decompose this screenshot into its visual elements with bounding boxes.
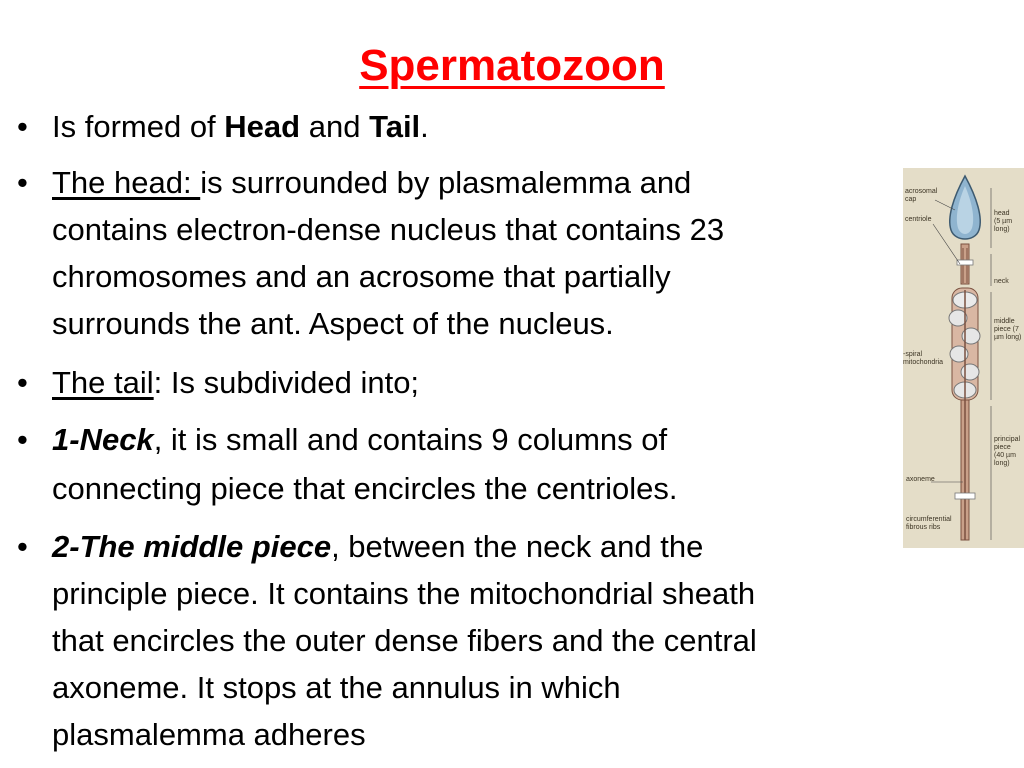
- label-axoneme: axoneme: [906, 476, 935, 483]
- bullet-dot: •: [17, 165, 28, 200]
- bullet-line: axoneme. It stops at the annulus in which: [52, 670, 621, 705]
- term-neck: 1-Neck: [52, 422, 154, 457]
- bullet-line: principle piece. It contains the mitochondrial sheath: [52, 576, 756, 611]
- label-circumferential-fibrous-ribs: circumferential fibrous ribs: [906, 516, 952, 531]
- bullet-line: contains electron-dense nucleus that contains 23: [52, 212, 725, 247]
- term-the-head: The head:: [52, 165, 201, 200]
- bullet-line: that encircles the outer dense fibers and the central: [52, 623, 757, 658]
- bullet-line: 1-Neck, it is small and contains 9 columns of: [52, 422, 668, 457]
- bullet-line: chromosomes and an acrosome that partially: [52, 259, 671, 294]
- bullet-line: 2-The middle piece, between the neck and the: [52, 529, 704, 564]
- label-principal-piece: principal piece (40 µm long): [994, 436, 1021, 467]
- term-the-tail: The tail: [52, 365, 154, 400]
- spermatozoon-diagram: [903, 168, 1024, 548]
- bullet-line: The head: is surrounded by plasmalemma and: [52, 165, 692, 200]
- term-head: Head: [224, 109, 301, 144]
- bullet-dot: •: [17, 529, 28, 564]
- label-middle-piece: middle piece (7 µm long): [994, 318, 1022, 341]
- label-centriole: centriole: [905, 216, 932, 223]
- bullet-line: connecting piece that encircles the centrioles.: [52, 471, 678, 506]
- label-acrosomal-cap: acrosomal cap: [905, 188, 938, 203]
- term-middle-piece: 2-The middle piece: [52, 529, 332, 564]
- label-neck: neck: [994, 278, 1009, 285]
- bullet-line: plasmalemma adheres: [52, 717, 366, 752]
- bullet-line: surrounds the ant. Aspect of the nucleus.: [52, 306, 614, 341]
- bullet-line: Is formed of Head and Tail.: [52, 109, 429, 144]
- slide-title: Spermatozoon: [359, 41, 665, 90]
- bullet-line: The tail: Is subdivided into;: [52, 365, 420, 400]
- label-spiral-mitochondria: -spiral mitochondria: [903, 351, 944, 366]
- bullet-dot: •: [17, 109, 28, 144]
- label-head: head (5 µm long): [994, 210, 1013, 233]
- bullet-dot: •: [17, 422, 28, 457]
- term-tail: Tail: [369, 109, 421, 144]
- bullet-dot: •: [17, 365, 28, 400]
